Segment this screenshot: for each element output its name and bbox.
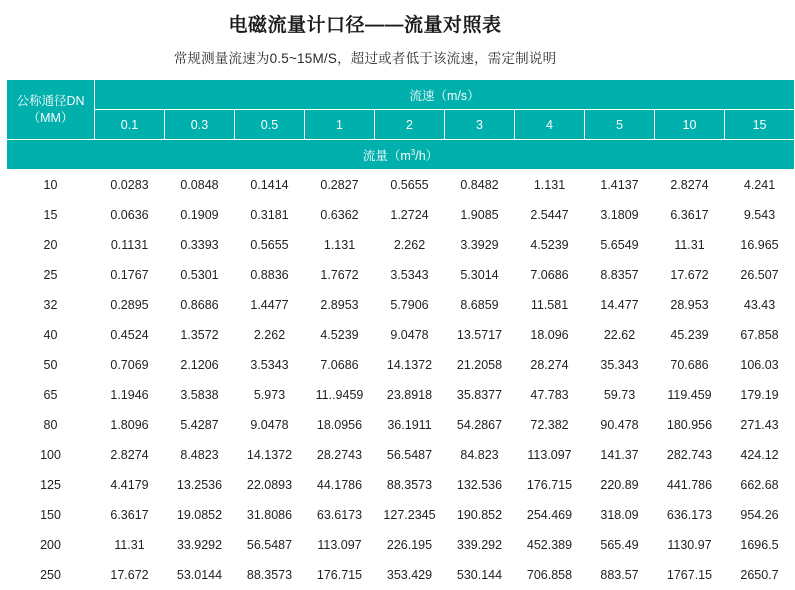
cell-flow: 14.1372	[235, 440, 305, 470]
cell-flow: 36.1911	[375, 410, 445, 440]
cell-flow: 8.4823	[165, 440, 235, 470]
cell-dn: 40	[7, 320, 95, 350]
cell-flow: 0.0283	[95, 170, 165, 200]
cell-flow: 88.3573	[235, 560, 305, 590]
cell-flow: 11.31	[655, 230, 725, 260]
cell-flow: 5.6549	[585, 230, 655, 260]
cell-flow: 9.0478	[375, 320, 445, 350]
cell-flow: 67.858	[725, 320, 795, 350]
cell-flow: 106.03	[725, 350, 795, 380]
cell-flow: 28.2743	[305, 440, 375, 470]
cell-flow: 0.5301	[165, 260, 235, 290]
cell-flow: 7.0686	[305, 350, 375, 380]
cell-flow: 6.3617	[655, 200, 725, 230]
table-row	[7, 470, 795, 500]
cell-flow: 5.3014	[445, 260, 515, 290]
cell-flow: 0.1909	[165, 200, 235, 230]
cell-flow: 11..9459	[305, 380, 375, 410]
cell-flow: 21.2058	[445, 350, 515, 380]
header-dn	[7, 80, 95, 140]
header-velocity-0: 0.1	[95, 110, 165, 140]
cell-flow: 63.6173	[305, 500, 375, 530]
cell-flow: 1.2724	[375, 200, 445, 230]
cell-flow: 1.131	[515, 170, 585, 200]
cell-flow: 141.37	[585, 440, 655, 470]
cell-flow: 2.8953	[305, 290, 375, 320]
cell-flow: 2.262	[375, 230, 445, 260]
page-title: 电磁流量计口径——流量对照表	[228, 15, 502, 36]
cell-flow: 26.507	[725, 260, 795, 290]
cell-flow: 220.89	[585, 470, 655, 500]
cell-flow: 254.469	[515, 500, 585, 530]
cell-flow: 56.5487	[235, 530, 305, 560]
cell-flow: 4.5239	[305, 320, 375, 350]
cell-flow: 1.4137	[585, 170, 655, 200]
cell-flow: 0.1767	[95, 260, 165, 290]
cell-flow: 530.144	[445, 560, 515, 590]
cell-flow: 14.1372	[375, 350, 445, 380]
cell-flow: 1767.15	[655, 560, 725, 590]
cell-flow: 1.8096	[95, 410, 165, 440]
cell-flow: 1.9085	[445, 200, 515, 230]
cell-flow: 1696.5	[725, 530, 795, 560]
table-row	[7, 290, 795, 320]
cell-flow: 0.3181	[235, 200, 305, 230]
cell-flow: 22.62	[585, 320, 655, 350]
cell-flow: 662.68	[725, 470, 795, 500]
cell-flow: 190.852	[445, 500, 515, 530]
cell-flow: 44.1786	[305, 470, 375, 500]
cell-flow: 1.131	[305, 230, 375, 260]
cell-flow: 3.3929	[445, 230, 515, 260]
cell-dn: 25	[7, 260, 95, 290]
cell-flow: 22.0893	[235, 470, 305, 500]
cell-flow: 13.2536	[165, 470, 235, 500]
header-velocity-9: 15	[725, 110, 795, 140]
cell-flow: 17.672	[95, 560, 165, 590]
cell-flow: 43.43	[725, 290, 795, 320]
cell-flow: 33.9292	[165, 530, 235, 560]
header-row-flow-band	[7, 140, 795, 170]
table-row	[7, 500, 795, 530]
cell-flow: 0.2827	[305, 170, 375, 200]
cell-flow: 0.2895	[95, 290, 165, 320]
cell-flow: 0.4524	[95, 320, 165, 350]
cell-flow: 113.097	[515, 440, 585, 470]
cell-flow: 0.5655	[375, 170, 445, 200]
cell-flow: 4.241	[725, 170, 795, 200]
cell-flow: 282.743	[655, 440, 725, 470]
cell-flow: 2.1206	[165, 350, 235, 380]
header-velocity-7: 5	[585, 110, 655, 140]
cell-dn: 65	[7, 380, 95, 410]
cell-flow: 3.5838	[165, 380, 235, 410]
cell-flow: 18.096	[515, 320, 585, 350]
cell-flow: 176.715	[515, 470, 585, 500]
cell-flow: 3.5343	[375, 260, 445, 290]
page-subtitle: 常规测量流速为0.5~15M/S，超过或者低于该流速，需定制说明	[173, 51, 557, 66]
table-body	[7, 170, 795, 590]
cell-flow: 59.73	[585, 380, 655, 410]
header-velocity-5: 3	[445, 110, 515, 140]
cell-flow: 565.49	[585, 530, 655, 560]
cell-flow: 88.3573	[375, 470, 445, 500]
cell-flow: 353.429	[375, 560, 445, 590]
cell-flow: 1.3572	[165, 320, 235, 350]
cell-flow: 6.3617	[95, 500, 165, 530]
cell-dn: 80	[7, 410, 95, 440]
header-velocity: 流速（m/s）	[95, 80, 795, 110]
cell-flow: 119.459	[655, 380, 725, 410]
cell-flow: 424.12	[725, 440, 795, 470]
cell-flow: 11.581	[515, 290, 585, 320]
cell-flow: 0.1131	[95, 230, 165, 260]
cell-flow: 8.6859	[445, 290, 515, 320]
cell-flow: 2.5447	[515, 200, 585, 230]
cell-flow: 18.0956	[305, 410, 375, 440]
table-row	[7, 410, 795, 440]
header-velocity-3: 1	[305, 110, 375, 140]
header-velocity-6: 4	[515, 110, 585, 140]
cell-flow: 2650.7	[725, 560, 795, 590]
cell-flow: 17.672	[655, 260, 725, 290]
cell-flow: 180.956	[655, 410, 725, 440]
table-row	[7, 320, 795, 350]
cell-flow: 16.965	[725, 230, 795, 260]
cell-flow: 636.173	[655, 500, 725, 530]
cell-dn: 150	[7, 500, 95, 530]
cell-flow: 0.1414	[235, 170, 305, 200]
cell-flow: 176.715	[305, 560, 375, 590]
table-head	[7, 80, 795, 170]
cell-flow: 70.686	[655, 350, 725, 380]
cell-flow: 53.0144	[165, 560, 235, 590]
cell-flow: 1.1946	[95, 380, 165, 410]
cell-dn: 50	[7, 350, 95, 380]
table-row	[7, 560, 795, 590]
cell-flow: 113.097	[305, 530, 375, 560]
cell-flow: 441.786	[655, 470, 725, 500]
cell-flow: 90.478	[585, 410, 655, 440]
header-velocity-1: 0.3	[165, 110, 235, 140]
cell-flow: 11.31	[95, 530, 165, 560]
cell-flow: 1130.97	[655, 530, 725, 560]
table-row	[7, 170, 795, 200]
cell-flow: 127.2345	[375, 500, 445, 530]
cell-flow: 2.8274	[95, 440, 165, 470]
table-row	[7, 260, 795, 290]
cell-flow: 0.5655	[235, 230, 305, 260]
cell-flow: 47.783	[515, 380, 585, 410]
cell-flow: 5.973	[235, 380, 305, 410]
cell-flow: 452.389	[515, 530, 585, 560]
cell-flow: 23.8918	[375, 380, 445, 410]
cell-flow: 1.4477	[235, 290, 305, 320]
cell-dn: 10	[7, 170, 95, 200]
cell-flow: 13.5717	[445, 320, 515, 350]
cell-flow: 179.19	[725, 380, 795, 410]
cell-flow: 7.0686	[515, 260, 585, 290]
cell-dn: 20	[7, 230, 95, 260]
flow-comparison-table	[6, 79, 795, 590]
cell-flow: 4.5239	[515, 230, 585, 260]
cell-flow: 0.0848	[165, 170, 235, 200]
table-row	[7, 350, 795, 380]
header-row-top	[7, 80, 795, 110]
header-dn-line1: 公称通径DN	[16, 93, 85, 108]
cell-flow: 5.4287	[165, 410, 235, 440]
table-row	[7, 380, 795, 410]
cell-flow: 54.2867	[445, 410, 515, 440]
cell-flow: 0.7069	[95, 350, 165, 380]
cell-flow: 35.8377	[445, 380, 515, 410]
cell-flow: 72.382	[515, 410, 585, 440]
cell-flow: 954.26	[725, 500, 795, 530]
cell-dn: 250	[7, 560, 95, 590]
cell-flow: 4.4179	[95, 470, 165, 500]
cell-flow: 3.5343	[235, 350, 305, 380]
cell-flow: 5.7906	[375, 290, 445, 320]
cell-flow: 8.8357	[585, 260, 655, 290]
cell-flow: 56.5487	[375, 440, 445, 470]
cell-flow: 19.0852	[165, 500, 235, 530]
table-row	[7, 530, 795, 560]
cell-dn: 15	[7, 200, 95, 230]
cell-flow: 0.8836	[235, 260, 305, 290]
cell-flow: 9.543	[725, 200, 795, 230]
cell-dn: 32	[7, 290, 95, 320]
cell-flow: 132.536	[445, 470, 515, 500]
cell-flow: 28.953	[655, 290, 725, 320]
cell-flow: 14.477	[585, 290, 655, 320]
cell-flow: 0.6362	[305, 200, 375, 230]
cell-flow: 9.0478	[235, 410, 305, 440]
header-dn-line2: （MM）	[27, 110, 74, 125]
table-row	[7, 440, 795, 470]
cell-flow: 45.239	[655, 320, 725, 350]
cell-flow: 0.0636	[95, 200, 165, 230]
cell-flow: 883.57	[585, 560, 655, 590]
cell-flow: 0.8686	[165, 290, 235, 320]
cell-flow: 226.195	[375, 530, 445, 560]
cell-flow: 271.43	[725, 410, 795, 440]
header-flow-unit: 流量$(m^3/h)$	[7, 140, 795, 170]
table-row	[7, 230, 795, 260]
cell-flow: 35.343	[585, 350, 655, 380]
cell-flow: 0.3393	[165, 230, 235, 260]
cell-flow: 28.274	[515, 350, 585, 380]
cell-flow: 84.823	[445, 440, 515, 470]
cell-dn: 125	[7, 470, 95, 500]
cell-flow: 318.09	[585, 500, 655, 530]
table-row	[7, 200, 795, 230]
header-velocity-2: 0.5	[235, 110, 305, 140]
cell-flow: 2.8274	[655, 170, 725, 200]
cell-dn: 100	[7, 440, 95, 470]
header-row-velocities	[7, 110, 795, 140]
cell-flow: 3.1809	[585, 200, 655, 230]
cell-flow: 339.292	[445, 530, 515, 560]
cell-dn: 200	[7, 530, 95, 560]
cell-flow: 2.262	[235, 320, 305, 350]
cell-flow: 31.8086	[235, 500, 305, 530]
cell-flow: 1.7672	[305, 260, 375, 290]
header-velocity-4: 2	[375, 110, 445, 140]
cell-flow: 0.8482	[445, 170, 515, 200]
header-velocity-8: 10	[655, 110, 725, 140]
cell-flow: 706.858	[515, 560, 585, 590]
